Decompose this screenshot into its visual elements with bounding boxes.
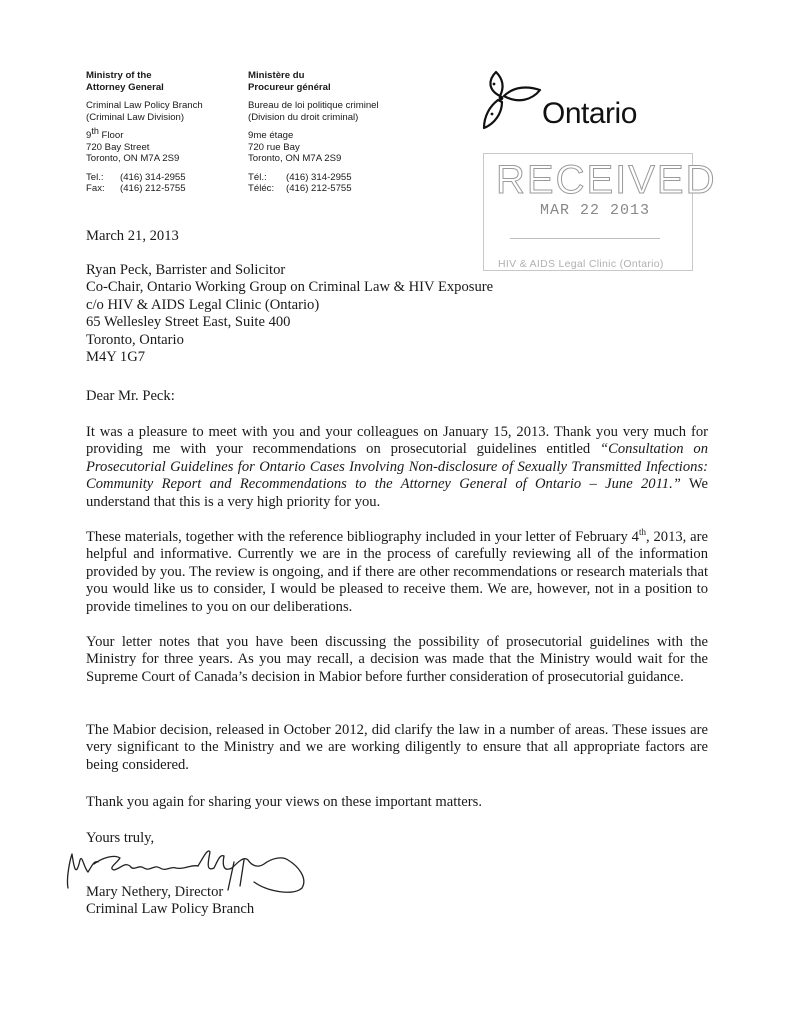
- branch-name-line1: Criminal Law Policy Branch: [86, 100, 203, 111]
- recipient-line: Co-Chair, Ontario Working Group on Criminal Law & HIV Exposure: [86, 279, 494, 296]
- paragraph-1: It was a pleasure to meet with you and your colleagues on January 15, 2013. Thank you very much for providing me with your recommendations on prosecutorial guidelines entitled “Consultation on Prosecutorial Guidelines for Ontario Cases Involving Non-disclosure of Sexually Transmitted Infections: Community Report and Recommendations to the Attorney General of Ontario – June 2011.” We understand that this is a very high priority for you.: [86, 424, 709, 510]
- salutation: Dear Mr. Peck:: [86, 388, 175, 404]
- ontario-logo: [474, 66, 674, 136]
- address-fr-street: 720 rue Bay: [248, 141, 300, 153]
- address-fr-floor: 9me étage: [248, 130, 294, 141]
- stamp-divider: [510, 238, 660, 239]
- recipient-line: c/o HIV & AIDS Legal Clinic (Ontario): [86, 296, 320, 313]
- letterhead-english: [86, 70, 236, 195]
- branch-name-fr-line2: (Division du droit criminal): [248, 111, 359, 123]
- ontario-wordmark: Ontario: [542, 97, 637, 130]
- phone-line-fr: Tél.: (416) 314-2955: [248, 171, 352, 183]
- stamp-organization: HIV & AIDS Legal Clinic (Ontario): [498, 258, 664, 270]
- recipient-line: Toronto, Ontario: [86, 331, 184, 348]
- ministry-name-line2: Attorney General: [86, 81, 164, 93]
- paragraph-5: Thank you again for sharing your views on these important matters.: [86, 794, 482, 810]
- recipient-line: M4Y 1G7: [86, 349, 146, 366]
- signer-name: Mary Nethery, Director: [86, 884, 224, 900]
- recipient-address: [86, 262, 493, 366]
- received-stamp: [480, 150, 717, 278]
- address-city: Toronto, ON M7A 2S9: [86, 153, 180, 164]
- ministry-name-fr-line2: Procureur général: [248, 81, 331, 93]
- fax-line: Fax: (416) 212-5755: [86, 183, 186, 194]
- address-fr-city: Toronto, ON M7A 2S9: [248, 153, 342, 164]
- stamp-title: RECEIVED: [496, 158, 717, 202]
- ministry-name-fr-line1: Ministère du: [248, 70, 305, 81]
- paragraph-2: These materials, together with the reference bibliography included in your letter of February 4th, 2013, are helpful and informative. Currently we are in the process of carefully reviewing all of the information provided by you. The review is ongoing, and if there are other recommendations or research materials that you would like us to consider, I would be pleased to receive them. We are, however, not in a position to provide timelines to you on our deliberations.: [86, 527, 708, 615]
- report-title: “Consultation on Prosecutorial Guidelines for Ontario Cases Involving Non-disclosure of Sexually Transmitted Infections: Community Report and Recommendations to the Attorney General of Ontario – June 2011.”: [86, 441, 708, 493]
- ministry-name-line1: Ministry of the: [86, 70, 152, 81]
- closing: Yours truly,: [86, 830, 155, 846]
- phone-line: Tel.: (416) 314-2955: [86, 171, 186, 183]
- recipient-line: 65 Wellesley Street East, Suite 400: [86, 314, 291, 331]
- trillium-icon: [474, 66, 544, 136]
- paragraph-3: Your letter notes that you have been discussing the possibility of prosecutorial guidelines with the Ministry for three years. As you may recall, a decision was made that the Ministry would wait for the Supreme Court of Canada’s decision in Mabior before further consideration of prosecutorial guidance.: [86, 634, 708, 685]
- recipient-line: Ryan Peck, Barrister and Solicitor: [86, 262, 286, 278]
- paragraph-4: The Mabior decision, released in October 2012, did clarify the law in a number of areas. These issues are very significant to the Ministry and we are working diligently to ensure that all appropriate factors are being considered.: [86, 722, 708, 773]
- branch-name-fr-line1: Bureau de loi politique criminel: [248, 100, 379, 111]
- letter-date: March 21, 2013: [86, 228, 179, 244]
- letterhead-french: [248, 70, 413, 195]
- branch-name-line2: (Criminal Law Division): [86, 111, 185, 123]
- fax-line-fr: Téléc: (416) 212-5755: [248, 183, 352, 194]
- address-floor: 9th Floor: [86, 125, 124, 141]
- signature-block: [86, 884, 254, 919]
- stamp-date: MAR 22 2013: [540, 202, 651, 219]
- signer-branch: Criminal Law Policy Branch: [86, 901, 255, 918]
- address-street: 720 Bay Street: [86, 141, 150, 153]
